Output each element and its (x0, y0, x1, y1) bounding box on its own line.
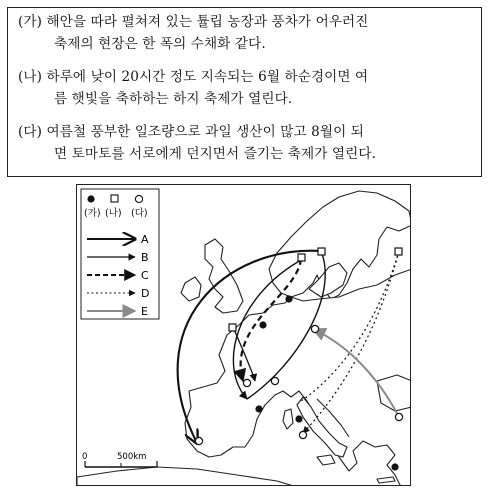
great-britain-land (205, 239, 243, 313)
legend-label-ga: (가) (84, 208, 101, 219)
marker-ga-spain (255, 405, 262, 412)
marker-da-east (311, 325, 318, 332)
legend-label-na: (나) (105, 208, 122, 219)
marker-da-spain (195, 437, 202, 444)
europe-route-map (76, 184, 411, 486)
legend-open-circle-icon (135, 195, 142, 202)
marker-da-italy (299, 431, 306, 438)
passage-na-line1 (18, 66, 368, 88)
passage-da-marker: (다) (18, 124, 43, 140)
passage-na-line2 (18, 88, 368, 110)
passage-ga-marker: (가) (18, 14, 43, 30)
passage-na-text-1: 하루에 낮이 20시간 정도 지속되는 6월 하순경이면 여 (46, 69, 369, 85)
marker-ga-italy (295, 415, 302, 422)
passage-ga-text-1: 해안을 따라 펼쳐져 있는 튤립 농장과 풍차가 어우러진 (46, 14, 369, 30)
legend-label-D: D (141, 287, 150, 300)
passage-da-text-2: 면 토마토를 서로에게 던지면서 즐기는 축제가 열린다. (54, 146, 377, 162)
sicily-land (317, 455, 335, 465)
passage-na-text-2: 름 햇빛을 축하하는 하지 축제가 열린다. (54, 91, 293, 107)
marker-da-france (243, 379, 250, 386)
legend-label-B: B (141, 251, 149, 264)
map-legend (81, 189, 159, 319)
marker-na-sweden (298, 254, 305, 261)
marker-na-finland (318, 248, 325, 255)
passage-da-line1 (18, 121, 376, 143)
legend-label-A: A (141, 233, 149, 246)
passage-na (18, 66, 368, 110)
legend-label-E: E (141, 305, 148, 318)
north-africa-land (77, 467, 297, 486)
marker-ga-netherlands (259, 321, 266, 328)
legend-label-C: C (141, 269, 149, 282)
ireland-land (181, 277, 201, 301)
marker-da-greece (395, 413, 402, 420)
scale-end: 500km (117, 452, 147, 462)
scale-start: 0 (82, 452, 88, 462)
map-svg (77, 185, 411, 486)
crete-land (377, 477, 395, 483)
passage-na-marker: (나) (18, 69, 43, 85)
passage-da-text-1: 여름철 풍부한 일조량으로 과일 생산이 많고 8월이 되 (46, 124, 365, 140)
marker-ga-denmark (285, 295, 292, 302)
passage-ga-line2 (18, 33, 369, 55)
passage-ga-text-2: 축제의 현장은 한 폭의 수채화 같다. (54, 36, 266, 52)
passage-box (7, 7, 482, 177)
marker-na-russia (395, 248, 402, 255)
marker-ga-turkey (391, 463, 398, 470)
legend-filled-circle-icon (87, 195, 94, 202)
sardinia-land (283, 409, 293, 429)
passage-da-line2 (18, 143, 376, 165)
scale-bar (82, 452, 157, 467)
passage-ga (18, 11, 369, 55)
marker-na-netherlands (229, 324, 236, 331)
passage-ga-line1 (18, 11, 369, 33)
legend-square-icon (111, 195, 118, 202)
marker-da-alps (271, 377, 278, 384)
passage-da (18, 121, 376, 165)
legend-label-da: (다) (131, 208, 148, 219)
